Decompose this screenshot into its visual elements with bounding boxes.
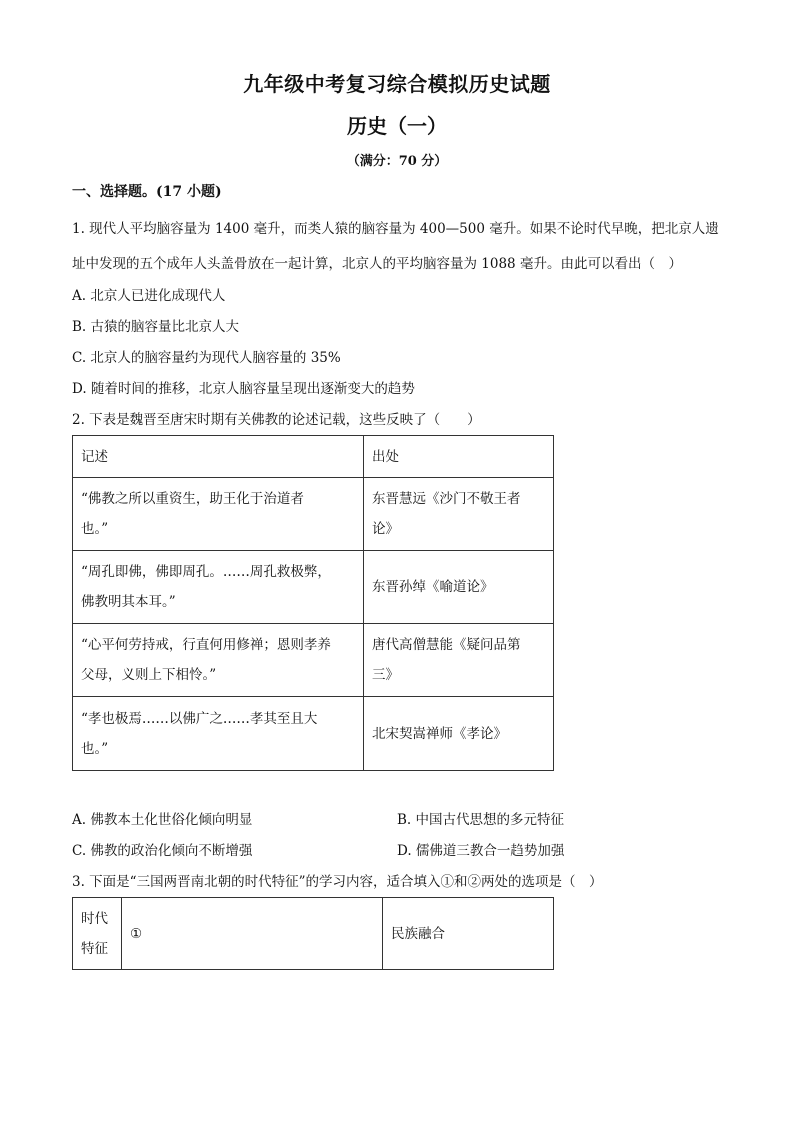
q2-table [72, 435, 554, 771]
row2-desc-l2: 佛教明其本耳。” [81, 594, 176, 610]
exam-subtitle: 历史（一） [347, 114, 447, 138]
q1-option-a: A. 北京人已进化成现代人 [72, 288, 226, 304]
row2-desc-l1: “周孔即佛，佛即周孔。……周孔救极弊， [81, 564, 331, 580]
row4-source: 北宋契嵩禅师《孝论》 [364, 697, 554, 771]
q1-option-b: B. 古猿的脑容量比北京人大 [72, 319, 240, 335]
row1-src-l1: 东晋慧远《沙门不敬王者 [372, 491, 521, 507]
q2-option-c: C. 佛教的政治化倾向不断增强 [72, 843, 253, 859]
row1-src-l2: 论》 [372, 521, 399, 537]
q3-label-l2: 特征 [81, 940, 108, 957]
table-row [73, 898, 554, 970]
row3-desc-l1: “心平何劳持戒，行直何用修禅；恩则孝养 [81, 637, 331, 653]
q2-option-d: D. 儒佛道三教合一趋势加强 [397, 843, 565, 859]
score-note: （满分：70 分） [346, 154, 448, 169]
row2-desc [73, 551, 364, 624]
row1-source [364, 478, 554, 551]
exam-title: 九年级中考复习综合模拟历史试题 [243, 72, 551, 96]
row3-source [364, 624, 554, 697]
table-row [73, 697, 554, 771]
table-row [73, 478, 554, 551]
q1-option-c: C. 北京人的脑容量约为现代人脑容量的 35% [72, 350, 341, 366]
q2-option-a: A. 佛教本土化世俗化倾向明显 [72, 812, 253, 828]
q2-stem: 2. 下表是魏晋至唐宋时期有关佛教的论述记载，这些反映了（ ） [72, 412, 481, 428]
table-header-row [73, 436, 554, 478]
row4-desc-l1: “孝也极焉……以佛广之……孝其至且大 [81, 710, 318, 727]
section-heading: 一、选择题。(17 小题) [72, 184, 222, 200]
row1-desc-l2: 也。” [81, 521, 109, 537]
q3-blank-1: ① [122, 898, 383, 970]
q1-stem-line1: 1. 现代人平均脑容量为 1400 毫升，而类人猿的脑容量为 400—500 毫升。如果不论时代早晚，把北京人遗 [72, 221, 719, 237]
row3-src-l1: 唐代高僧慧能《疑问品第 [372, 637, 521, 653]
table-row [73, 551, 554, 624]
row4-desc-l2: 也。” [81, 740, 109, 757]
header-source: 出处 [364, 436, 554, 478]
q3-label-l1: 时代 [81, 910, 108, 927]
header-desc: 记述 [73, 436, 364, 478]
q3-stem: 3. 下面是“三国两晋南北朝的时代特征”的学习内容，适合填入①和②两处的选项是（ ） [72, 874, 603, 890]
row3-desc [73, 624, 364, 697]
row3-desc-l2: 父母，义则上下相怜。” [81, 667, 217, 683]
q1-stem-line2: 址中发现的五个成年人头盖骨放在一起计算，北京人的平均脑容量为 1088 毫升。由此可以看出（ ） [72, 256, 682, 272]
q3-table [72, 897, 554, 970]
row2-source: 东晋孙绰《喻道论》 [364, 551, 554, 624]
row1-desc [73, 478, 364, 551]
row3-src-l2: 三》 [372, 667, 399, 683]
row1-desc-l1: “佛教之所以重资生，助王化于治道者 [81, 491, 304, 507]
q3-label-cell [73, 898, 122, 970]
row4-desc [73, 697, 364, 771]
q3-value-2: 民族融合 [383, 898, 554, 970]
table-row [73, 624, 554, 697]
q2-option-b: B. 中国古代思想的多元特征 [397, 812, 565, 828]
q1-option-d: D. 随着时间的推移，北京人脑容量呈现出逐渐变大的趋势 [72, 381, 415, 397]
